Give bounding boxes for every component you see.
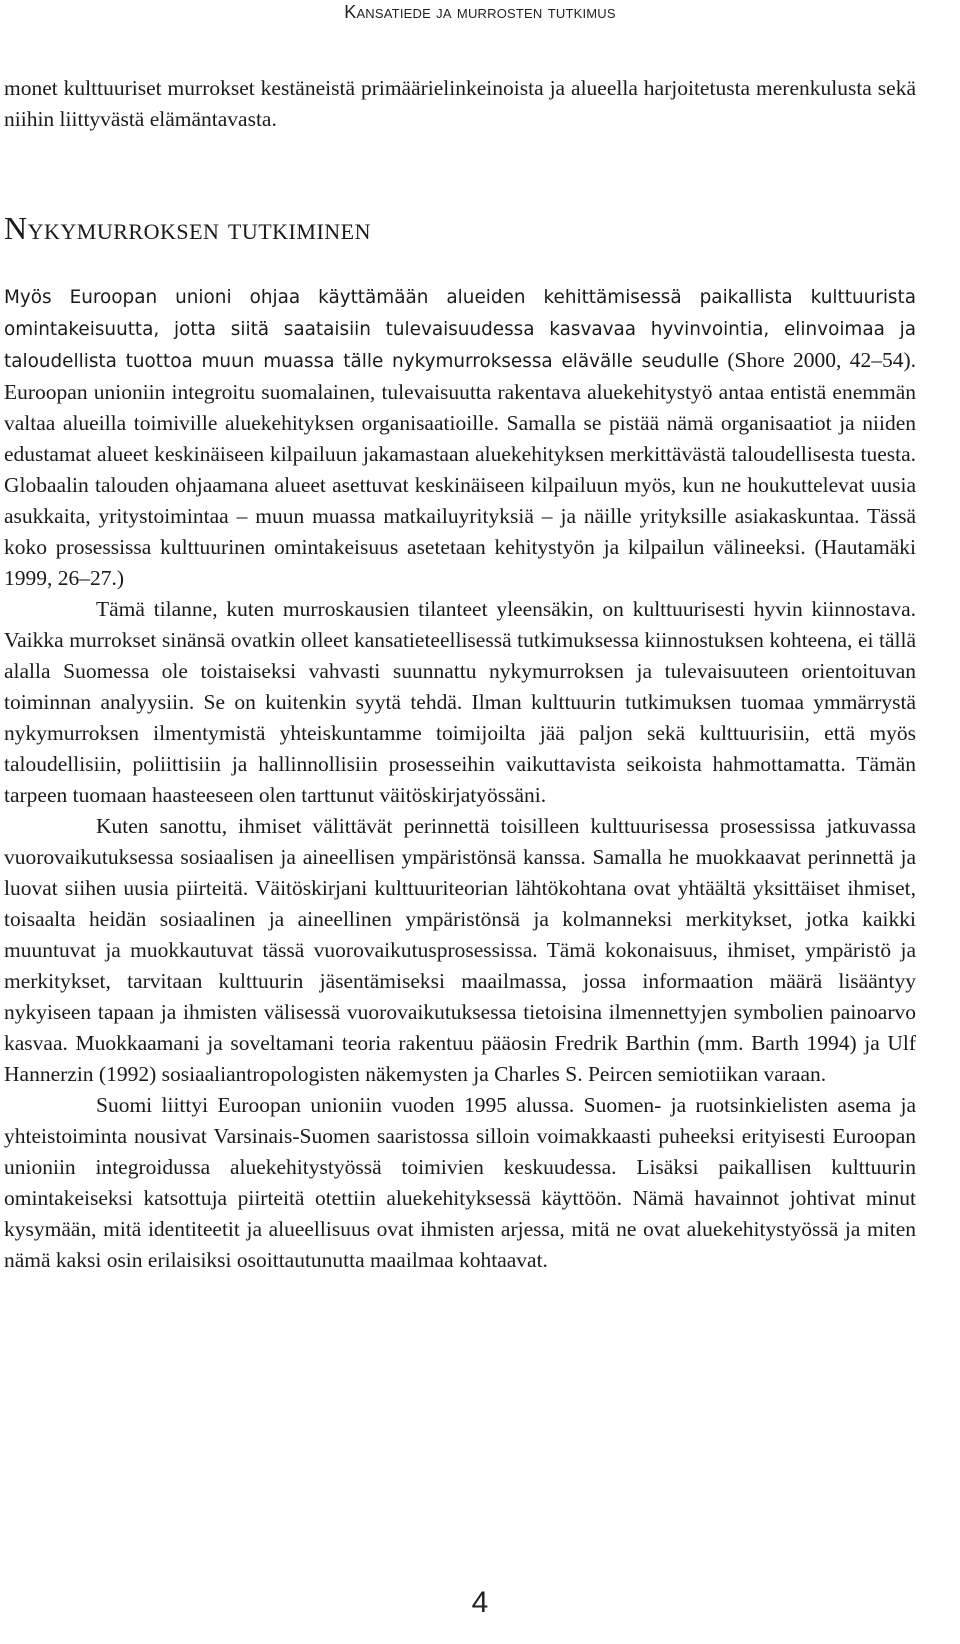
paragraph-4: Suomi liittyi Euroopan unioniin vuoden 1995 alussa. Suomen- ja ruotsinkielisten asema ja yhteistoiminta nousivat Varsinais-Suomen saaristossa silloin voimakkaasti puheeksi erityisesti Euroopan unioniin integroidussa aluekehitystyössä toimivien keskuudessa. Lisäksi paikallisen kulttuurin omintakeiseksi katsottuja piirteitä otettiin aluekehityksessä käyttöön. Nämä havainnot johtivat minut kysymään, mitä identiteetit ja alueellisuus ovat ihmisten arjessa, mitä ne ovat aluekehitystyössä ja miten nämä kaksi osin erilaisiksi osoittautunutta maailmaa kohtaavat.	[4, 1093, 916, 1272]
intro-paragraph: monet kulttuuriset murrokset kestäneistä primäärielinkeinoista ja alueella harjoitetusta merenkulusta sekä niihin liittyvästä elämäntavasta.	[4, 76, 916, 131]
running-head: Kansatiede ja murrosten tutkimus	[344, 2, 616, 22]
paragraph-1-sans-text: Myös Euroopan unioni ohjaa käyttämään alueiden kehittämisessä paikallista kulttuurista omintakeisuutta, jotta siitä saataisiin tulevaisuudessa kasvavaa hyvinvointia, elinvoimaa ja taloudellista tuottoa muun muassa tälle nykymurroksessa elävälle seudulle	[4, 287, 916, 372]
section-heading: Nykymurroksen tutkiminen	[4, 210, 371, 246]
page-number: 4	[471, 1586, 489, 1619]
paragraph-2: Tämä tilanne, kuten murroskausien tilanteet yleensäkin, on kulttuurisesti hyvin kiinnostava. Vaikka murrokset sinänsä ovatkin olleet kansatieteellisessä tutkimuksessa kiinnostuksen kohteena, ei tällä alalla Suomessa ole toistaiseksi vahvasti suunnattu nykymurroksen ja tulevaisuuteen orientoituvan toiminnan analyysiin. Se on kuitenkin syytä tehdä. Ilman kulttuurin tutkimuksen tuomaa ymmärrystä nykymurroksen ilmentymistä yhteiskuntamme toimijoilta jää paljon sekä kulttuurisiin, että myös taloudellisiin, poliittisiin ja hallinnollisiin prosesseihin vaikuttavista seikoista hahmottamatta. Tämän tarpeen tuomaan haasteeseen olen tarttunut väitöskirjatyössäni.	[4, 597, 916, 807]
paragraph-1-serif-text: (Shore 2000, 42–54). Euroopan unioniin integroitu suomalainen, tulevaisuutta rakentava aluekehitystyö antaa entistä enemmän valtaa alueilla toimiville aluekehityksen organisaatioille. Samalla se pistää nämä organisaatiot ja niiden edustamat alueet keskinäiseen kilpailuun jakamastaan aluekehityksen merkittävästä taloudellisesta tuesta. Globaalin talouden ohjaamana alueet asettuvat keskinäiseen kilpailuun myös, kun ne houkuttelevat uusia asukkaita, yritystoimintaa – muun muassa matkailuyrityksiä – ja näille yrityksille asiakaskuntaa. Tässä koko prosessissa kulttuurinen omintakeisuus asetetaan kehitystyön ja kilpailun välineeksi. (Hautamäki 1999, 26–27.)	[4, 348, 917, 590]
paragraph-1	[4, 281, 916, 594]
section-body	[4, 281, 916, 1276]
paragraph-3: Kuten sanottu, ihmiset välittävät perinnettä toisilleen kulttuurisessa prosessissa jatkuvassa vuorovaikutuksessa sosiaalisen ja aineellisen ympäristönsä kanssa. Samalla he muokkaavat perinnettä ja luovat siihen uusia piirteitä. Väitöskirjani kulttuuriteorian lähtökohtana ovat yhtäältä yksittäiset ihmiset, toisaalta heidän sosiaalinen ja aineellinen ympäristönsä ja kolmanneksi merkitykset, jotka kaikki muuntuvat ja muokkautuvat tässä vuorovaikutusprosessissa. Tämä kokonaisuus, ihmiset, ympäristö ja merkitykset, tarvitaan kulttuurin jäsentämiseksi maailmassa, jossa informaation määrä lisääntyy nykyiseen tapaan ja ihmisten välisessä vuorovaikutuksessa tietoisina ilmennettyjen symbolien painoarvo kasvaa. Muokkaamani ja soveltamani teoria rakentuu pääosin Fredrik Barthin (mm. Barth 1994) ja Ulf Hannerzin (1992) sosiaaliantropologisten näkemysten ja Charles S. Peircen semiotiikan varaan.	[4, 814, 916, 1086]
